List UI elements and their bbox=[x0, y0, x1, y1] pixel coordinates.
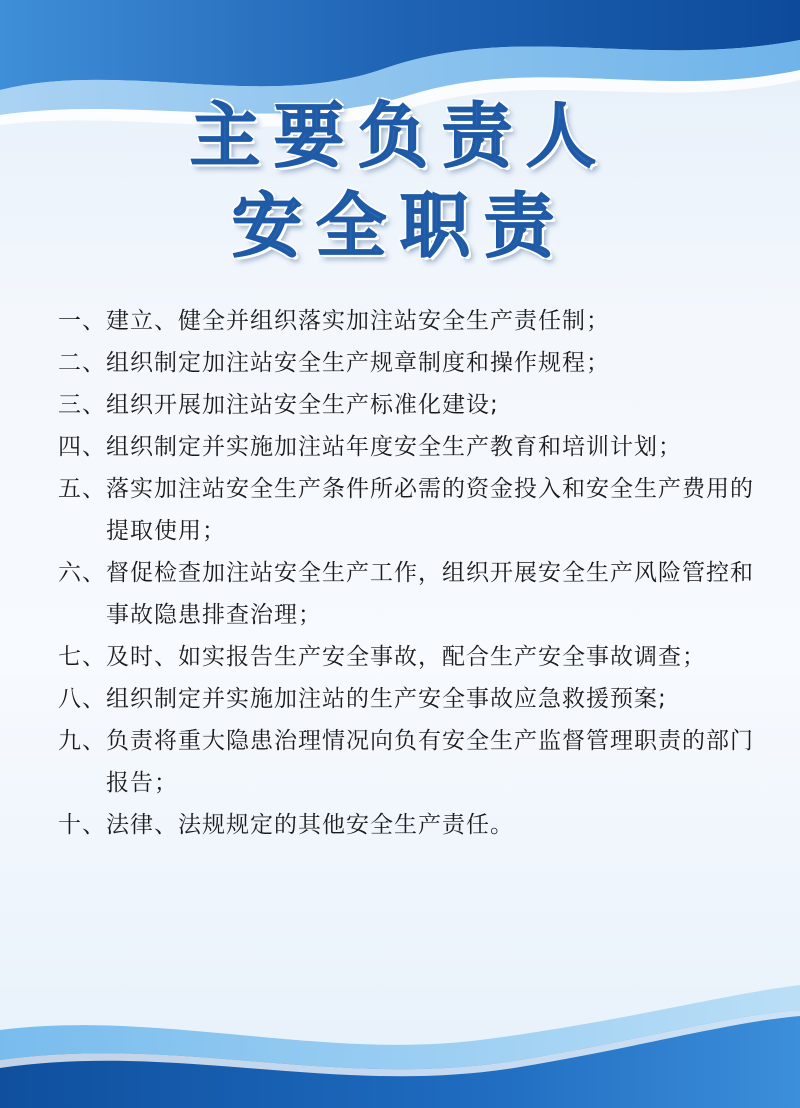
item-text: 组织制定并实施加注站年度安全生产教育和培训计划； bbox=[106, 434, 682, 460]
item-number: 五、 bbox=[58, 476, 106, 502]
item-text: 督促检查加注站安全生产工作，组织开展安全生产风险管控和事故隐患排查治理； bbox=[106, 560, 754, 628]
item-text: 负责将重大隐患治理情况向负有安全生产监督管理职责的部门报告； bbox=[106, 728, 754, 796]
item-number: 四、 bbox=[58, 434, 106, 460]
duty-list bbox=[58, 300, 758, 846]
item-number: 七、 bbox=[58, 644, 106, 670]
list-item bbox=[58, 342, 758, 384]
item-number: 一、 bbox=[58, 308, 106, 334]
list-item bbox=[58, 720, 758, 804]
item-text: 建立、健全并组织落实加注站安全生产责任制； bbox=[106, 308, 610, 334]
item-number: 三、 bbox=[58, 392, 106, 418]
item-text: 组织开展加注站安全生产标准化建设; bbox=[106, 392, 499, 418]
page-title-line-1: 主要负责人 bbox=[190, 95, 610, 177]
list-item bbox=[58, 804, 758, 846]
list-item bbox=[58, 468, 758, 552]
item-number: 八、 bbox=[58, 686, 106, 712]
item-number: 十、 bbox=[58, 812, 106, 838]
item-number: 六、 bbox=[58, 560, 106, 586]
item-number: 二、 bbox=[58, 350, 106, 376]
item-text: 及时、如实报告生产安全事故，配合生产安全事故调查； bbox=[106, 644, 706, 670]
item-text: 落实加注站安全生产条件所必需的资金投入和安全生产费用的提取使用； bbox=[106, 476, 754, 544]
list-item bbox=[58, 300, 758, 342]
list-item bbox=[58, 678, 758, 720]
list-item bbox=[58, 636, 758, 678]
item-text: 组织制定加注站安全生产规章制度和操作规程； bbox=[106, 350, 610, 376]
item-number: 九、 bbox=[58, 728, 106, 754]
list-item bbox=[58, 426, 758, 468]
list-item bbox=[58, 384, 758, 426]
item-text: 组织制定并实施加注站的生产安全事故应急救援预案; bbox=[106, 686, 667, 712]
item-text: 法律、法规规定的其他安全生产责任。 bbox=[106, 812, 514, 838]
page-title-line-2: 安全职责 bbox=[232, 185, 568, 267]
list-item bbox=[58, 552, 758, 636]
